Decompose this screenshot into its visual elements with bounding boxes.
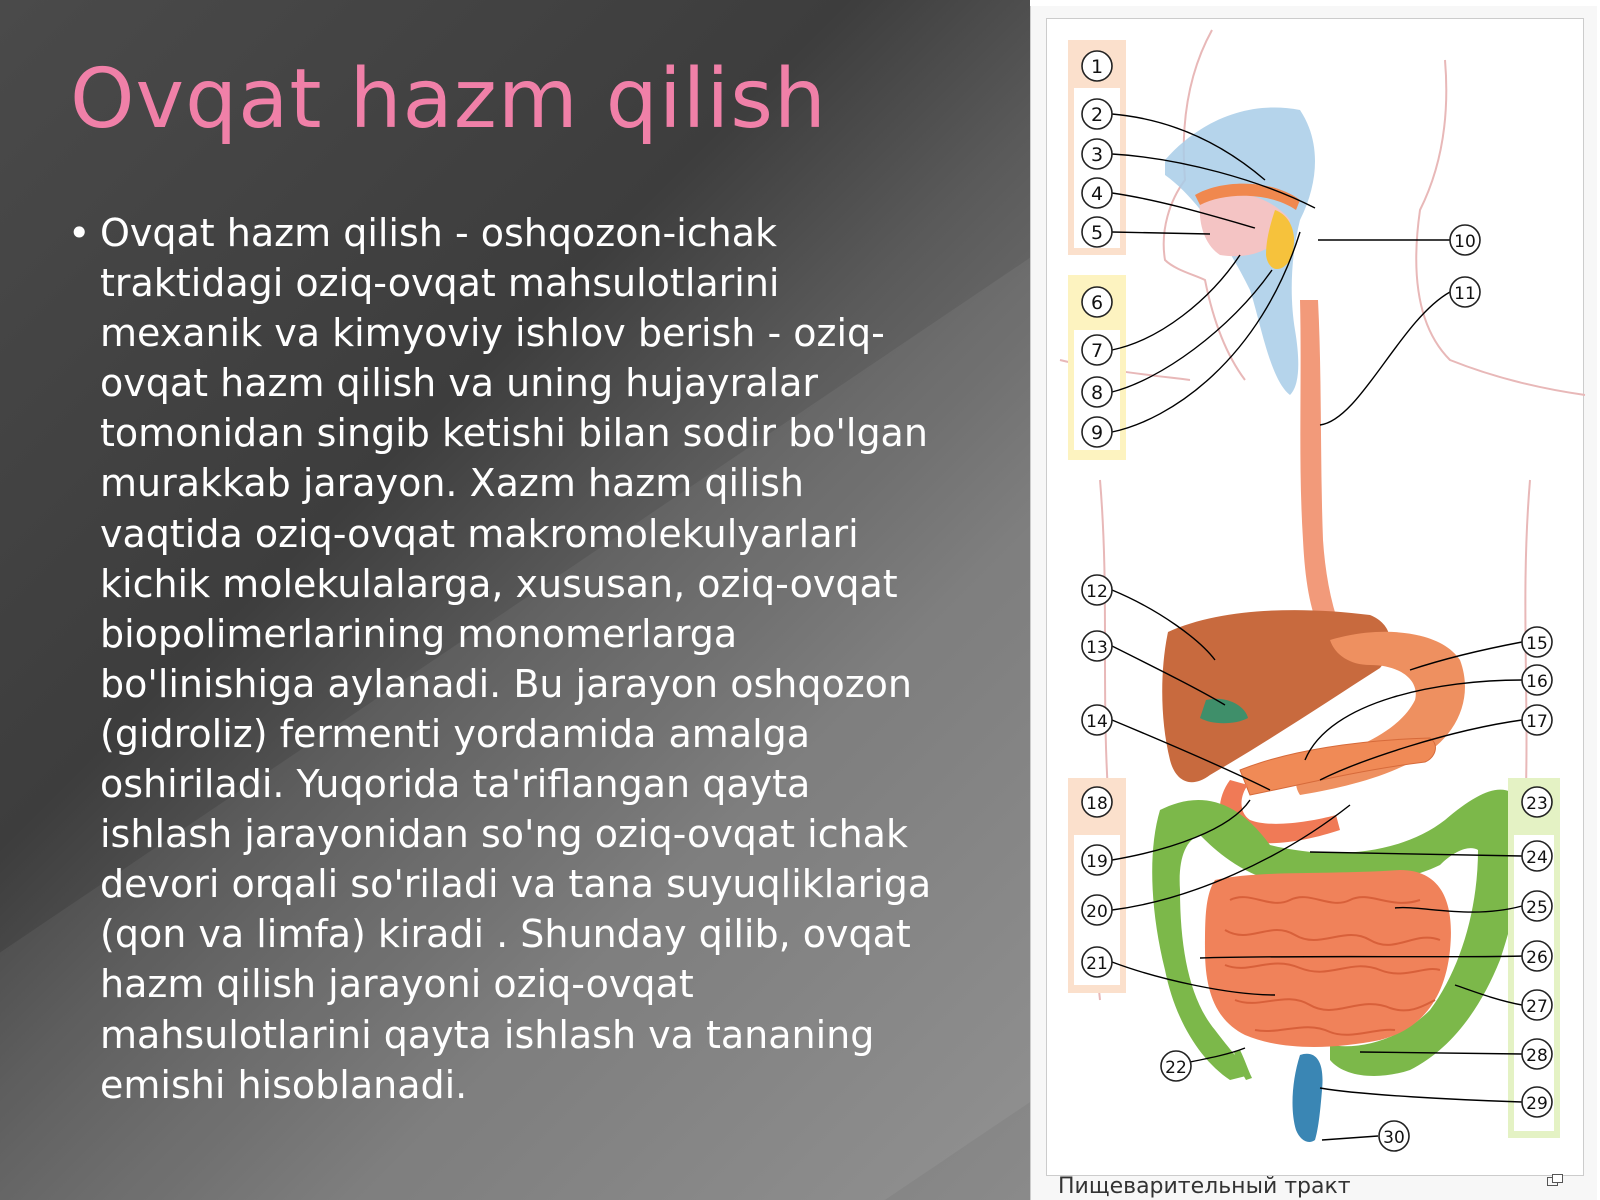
label-marker — [1082, 631, 1112, 661]
label-marker — [1522, 1039, 1552, 1069]
label-number: 22 — [1165, 1058, 1187, 1078]
label-marker — [1379, 1121, 1409, 1151]
label-marker — [1082, 705, 1112, 735]
label-number: 4 — [1090, 183, 1104, 205]
label-number: 29 — [1526, 1094, 1548, 1114]
label-number: 20 — [1086, 902, 1108, 922]
label-number: 6 — [1090, 292, 1104, 314]
label-number: 18 — [1086, 794, 1108, 814]
label-marker — [1082, 217, 1112, 247]
label-marker — [1082, 51, 1112, 81]
label-number: 24 — [1526, 848, 1548, 868]
label-marker — [1522, 787, 1552, 817]
label-marker — [1082, 417, 1112, 447]
label-marker — [1082, 377, 1112, 407]
label-number: 26 — [1526, 948, 1548, 968]
label-marker — [1522, 705, 1552, 735]
label-number: 1 — [1090, 56, 1104, 78]
label-number: 28 — [1526, 1046, 1548, 1066]
label-marker — [1522, 627, 1552, 657]
label-marker — [1082, 287, 1112, 317]
label-marker — [1450, 225, 1480, 255]
label-number: 27 — [1526, 997, 1548, 1017]
label-number: 8 — [1090, 382, 1104, 404]
enlarge-icon[interactable] — [1547, 1174, 1563, 1186]
label-marker — [1082, 845, 1112, 875]
label-number: 7 — [1090, 340, 1104, 362]
label-marker — [1522, 665, 1552, 695]
label-number: 14 — [1086, 712, 1108, 732]
label-number: 16 — [1526, 672, 1548, 692]
label-marker — [1082, 787, 1112, 817]
label-number: 9 — [1090, 422, 1104, 444]
figure-caption: Пищеварительный тракт — [1058, 1174, 1351, 1199]
label-number: 30 — [1383, 1128, 1405, 1148]
label-marker — [1522, 841, 1552, 871]
label-number: 10 — [1454, 232, 1476, 252]
label-marker — [1082, 335, 1112, 365]
label-number: 3 — [1090, 144, 1104, 166]
label-number: 12 — [1086, 582, 1108, 602]
label-marker — [1161, 1051, 1191, 1081]
label-number: 19 — [1086, 852, 1108, 872]
slide-title: Ovqat hazm qilish — [70, 52, 827, 147]
label-number: 13 — [1086, 638, 1108, 658]
label-number: 5 — [1090, 222, 1104, 244]
label-marker — [1082, 178, 1112, 208]
label-number: 2 — [1090, 104, 1104, 126]
label-marker — [1522, 891, 1552, 921]
label-number: 25 — [1526, 898, 1548, 918]
label-number: 15 — [1526, 634, 1548, 654]
label-number: 23 — [1526, 794, 1548, 814]
label-marker — [1082, 139, 1112, 169]
label-number: 11 — [1454, 284, 1476, 304]
rectum — [1293, 1054, 1323, 1142]
esophagus — [1300, 300, 1340, 630]
label-number: 17 — [1526, 712, 1548, 732]
label-marker — [1082, 947, 1112, 977]
label-marker — [1082, 895, 1112, 925]
label-marker — [1522, 1087, 1552, 1117]
bullet-text: Ovqat hazm qilish - oshqozon-ichak traktidagi oziq-ovqat mahsulotlarini mexanik va kimyoviy ishlov berish - oziq-ovqat hazm qilish va uning hujayralar tomonidan singib ketishi bilan sodir bo'lgan murakkab jarayon. Xazm hazm qilish vaqtida oziq-ovqat makromolekulyarlari kichik molekulalarga, xususan, oziq-ovqat biopolimerlarining monomerlarga bo'linishiga aylanadi. Bu jarayon oshqozon (gidroliz) fermenti yordamida amalga oshiriladi. Yuqorida ta'riflangan qayta ishlash jarayonidan so'ng oziq-ovqat ichak devori orqali so'riladi va tana suyuqliklariga (qon va limfa) kiradi . Shunday qilib, ovqat hazm qilish jarayoni oziq-ovqat mahsulotlarini qayta ishlash va tananing emishi hisoblanadi. — [100, 211, 932, 1107]
label-marker — [1522, 941, 1552, 971]
label-number: 21 — [1086, 954, 1108, 974]
label-marker — [1522, 990, 1552, 1020]
label-marker — [1082, 99, 1112, 129]
label-marker — [1082, 575, 1112, 605]
bullet-symbol: • — [68, 211, 91, 255]
label-marker — [1450, 277, 1480, 307]
